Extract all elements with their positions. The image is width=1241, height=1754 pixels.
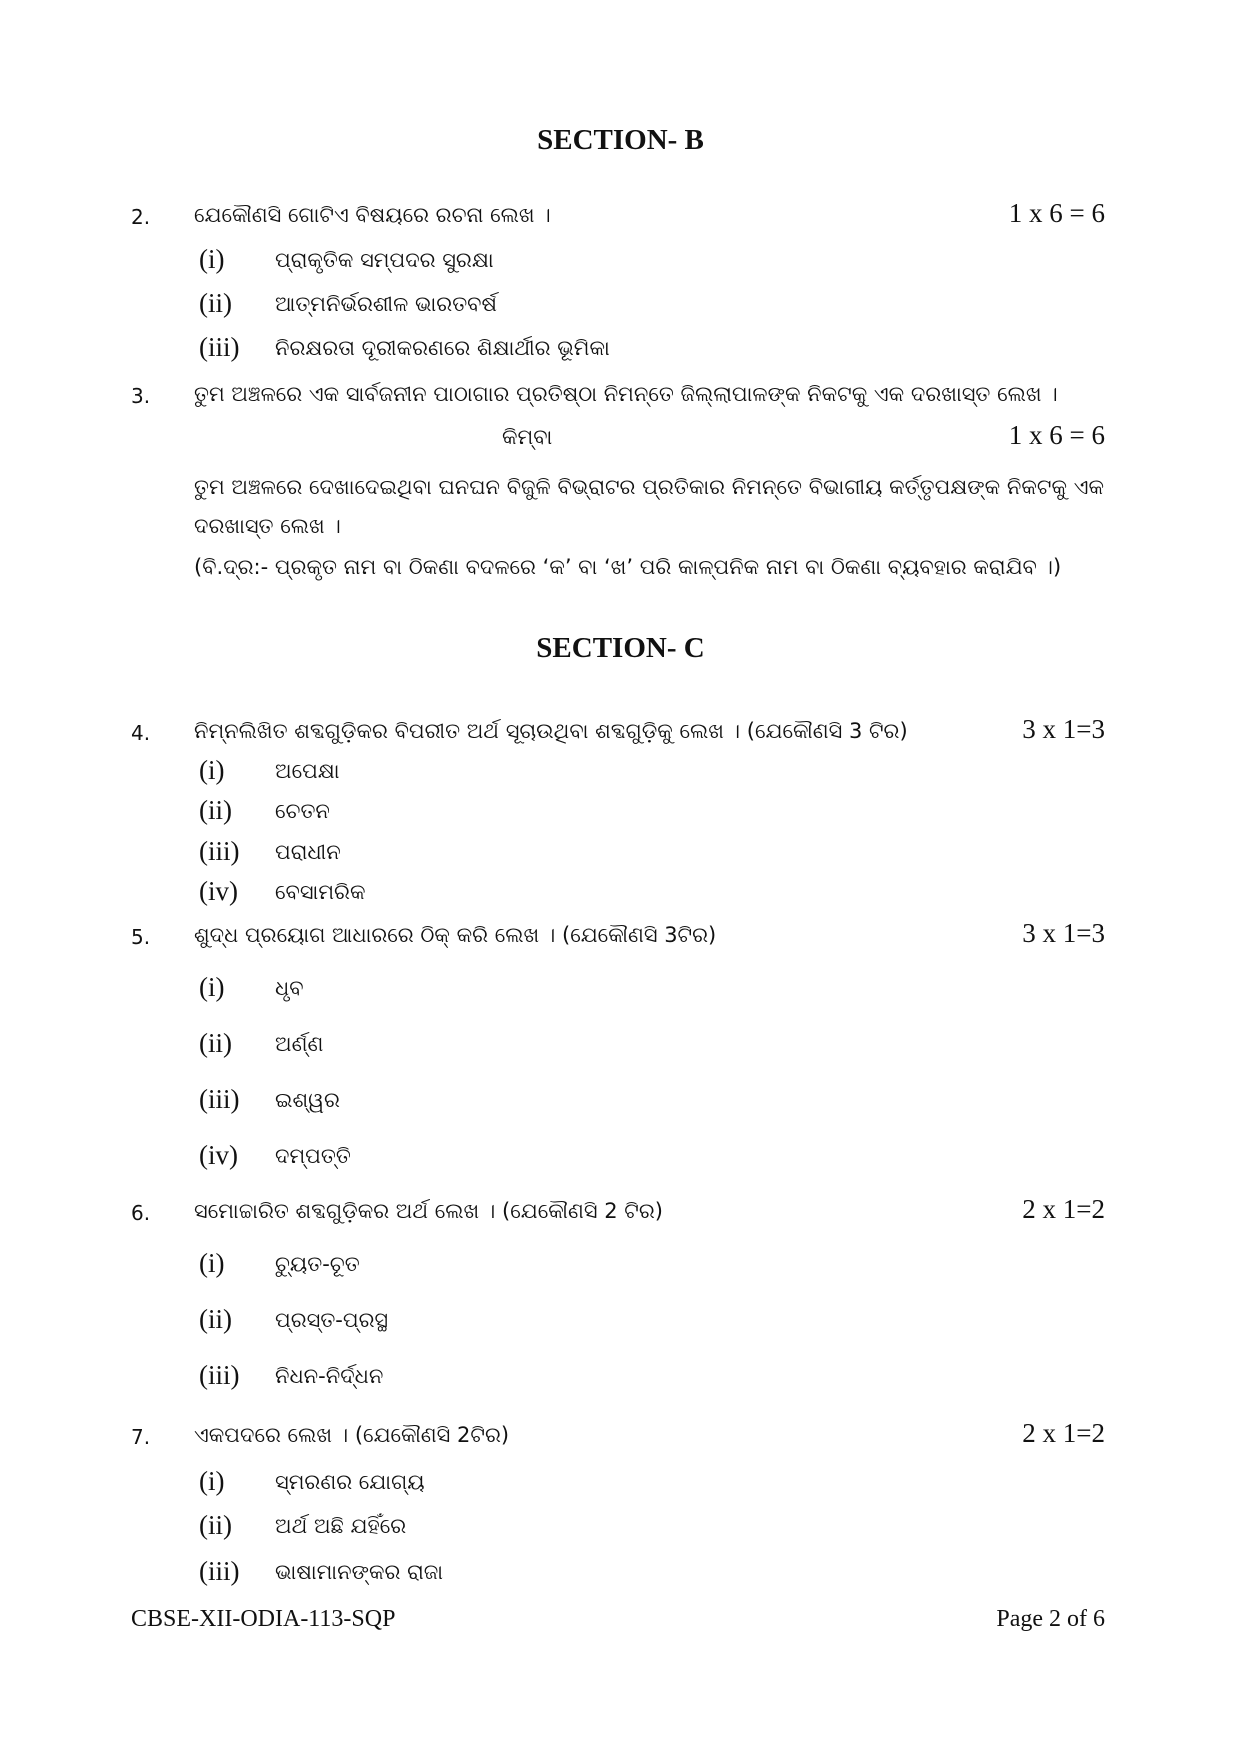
question-4-marks: 3 x 1=3 xyxy=(1022,714,1105,744)
question-2-number: 2. xyxy=(131,205,151,229)
q4-option-roman: (iv) xyxy=(199,876,238,906)
q5-option-text: ଧୃବ xyxy=(275,976,304,1000)
q2-option-roman: (ii) xyxy=(199,288,232,318)
q2-option-text: ଆତ୍ମନିର୍ଭରଶୀଳ ଭାରତବର୍ଷ xyxy=(275,292,497,316)
q5-option-text: ଦମ୍ପତ୍ତି xyxy=(275,1144,351,1168)
q4-option-roman: (ii) xyxy=(199,795,232,825)
q7-option-text: ସ୍ମରଣର ଯୋଗ୍ୟ xyxy=(275,1470,425,1494)
q4-option-text: ପରାଧୀନ xyxy=(275,840,341,864)
question-6-number: 6. xyxy=(131,1201,151,1225)
q5-option-roman: (ii) xyxy=(199,1028,232,1058)
question-5-marks: 3 x 1=3 xyxy=(1022,918,1105,948)
q5-option-roman: (iv) xyxy=(199,1140,238,1170)
q4-option-text: ବେସାମରିକ xyxy=(275,880,366,904)
q2-option-text: ନିରକ୍ଷରତା ଦୂରୀକରଣରେ ଶିକ୍ଷାର୍ଥୀର ଭୂମିକା xyxy=(275,336,610,360)
q6-option-text: ପ୍ରସ୍ତ-ପ୍ରସ୍ଥ xyxy=(275,1308,388,1332)
question-3-note: (ବି.ଦ୍ର:- ପ୍ରକୃତ ନାମ ବା ଠିକଣା ବଦଳରେ ‘କ’ ବା ‘ଖ’ ପରି କାଳ୍ପନିକ ନାମ ବା ଠିକଣା ବ୍ୟବହାର କରାଯିବ ।) xyxy=(194,555,1062,579)
section-b-heading: SECTION- B xyxy=(537,124,704,156)
footer-paper-code: CBSE-XII-ODIA-113-SQP xyxy=(131,1606,396,1632)
q6-option-roman: (ii) xyxy=(199,1304,232,1334)
question-6-marks: 2 x 1=2 xyxy=(1022,1194,1105,1224)
q7-option-text: ଭାଷାମାନଙ୍କର ରାଜା xyxy=(275,1560,444,1584)
section-c-heading: SECTION- C xyxy=(536,632,705,664)
question-3-number: 3. xyxy=(131,384,151,408)
question-6-text: ସମୋଚ୍ଚାରିତ ଶବ୍ଦଗୁଡ଼ିକର ଅର୍ଥ ଲେଖ । (ଯେକୌଣସି 2 ଟିର) xyxy=(194,1199,663,1223)
q5-option-text: ଅର୍ଣ୍ଣ xyxy=(275,1032,324,1056)
question-3-or: କିମ୍ବା xyxy=(502,425,553,449)
question-3-alternative: ତୁମ ଅଞ୍ଚଳରେ ଦେଖାଦେଇଥିବା ଘନଘନ ବିଜୁଳି ବିଭ୍ରାଟର ପ୍ରତିକାର ନିମନ୍ତେ ବିଭାଗୀୟ କର୍ତ୍ତୃପକ୍ଷଙ୍କ ନିକଟକୁ ଏକ ଦରଖାସ୍ତ ଲେଖ । xyxy=(194,475,1104,538)
q4-option-roman: (iii) xyxy=(199,836,240,866)
q5-option-roman: (i) xyxy=(199,972,225,1002)
question-7-number: 7. xyxy=(131,1425,151,1449)
q7-option-roman: (ii) xyxy=(199,1510,232,1540)
q7-option-text: ଅର୍ଥ ଅଛି ଯହିଁରେ xyxy=(275,1514,407,1538)
question-7-marks: 2 x 1=2 xyxy=(1022,1418,1105,1448)
q7-option-roman: (i) xyxy=(199,1466,225,1496)
question-2-marks: 1 x 6 = 6 xyxy=(1008,198,1105,228)
q6-option-text: ଚ୍ୟୁତ-ଚୂତ xyxy=(275,1252,360,1276)
q2-option-roman: (i) xyxy=(199,244,225,274)
q2-option-roman: (iii) xyxy=(199,332,240,362)
q5-option-text: ଇଶ୍ୱର xyxy=(275,1088,340,1112)
question-3-text: ତୁମ ଅଞ୍ଚଳରେ ଏକ ସାର୍ବଜନୀନ ପାଠାଗାର ପ୍ରତିଷ୍ଠା ନିମନ୍ତେ ଜିଲ୍ଲାପାଳଙ୍କ ନିକଟକୁ ଏକ ଦରଖାସ୍ତ ଲେଖ । xyxy=(194,382,1058,406)
question-2-text: ଯେକୌଣସି ଗୋଟିଏ ବିଷୟରେ ରଚନା ଲେଖ । xyxy=(194,203,551,227)
question-7-text: ଏକପଦରେ ଲେଖ । (ଯେକୌଣସି 2ଟିର) xyxy=(194,1423,510,1447)
q2-option-text: ପ୍ରାକୃତିକ ସମ୍ପଦର ସୁରକ୍ଷା xyxy=(275,248,494,272)
q6-option-roman: (iii) xyxy=(199,1360,240,1390)
question-5-number: 5. xyxy=(131,925,151,949)
q4-option-text: ଚେତନ xyxy=(275,799,330,823)
q6-option-roman: (i) xyxy=(199,1248,225,1278)
footer-page-number: Page 2 of 6 xyxy=(996,1606,1105,1632)
question-3-marks: 1 x 6 = 6 xyxy=(1008,420,1105,450)
q5-option-roman: (iii) xyxy=(199,1084,240,1114)
question-4-text: ନିମ୍ନଲିଖିତ ଶବ୍ଦଗୁଡ଼ିକର ବିପରୀତ ଅର୍ଥ ସୂଚାଉଥିବା ଶବ୍ଦଗୁଡ଼ିକୁ ଲେଖ । (ଯେକୌଣସି 3 ଟିର) xyxy=(194,719,908,743)
q6-option-text: ନିଧନ-ନିର୍ଦ୍ଧନ xyxy=(275,1364,384,1388)
q7-option-roman: (iii) xyxy=(199,1556,240,1586)
q4-option-text: ଅପେକ୍ଷା xyxy=(275,759,340,783)
question-4-number: 4. xyxy=(131,721,151,745)
q4-option-roman: (i) xyxy=(199,755,225,785)
question-5-text: ଶୁଦ୍ଧ ପ୍ରୟୋଗ ଆଧାରରେ ଠିକ୍ କରି ଲେଖ । (ଯେକୌଣସି 3ଟିର) xyxy=(194,923,717,947)
